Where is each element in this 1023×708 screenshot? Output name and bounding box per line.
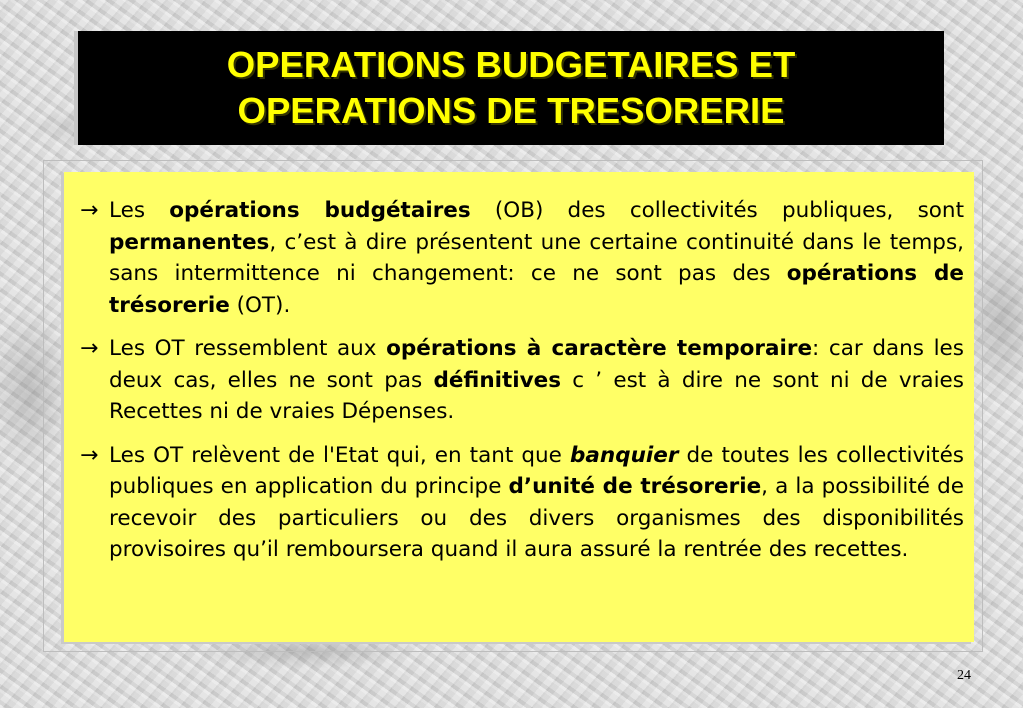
bold-italic-segment: banquier — [569, 442, 679, 468]
bullet-paragraph — [74, 333, 964, 428]
text-segment: de toutes les collectivités publiques en application du principe — [109, 442, 964, 499]
bold-segment: d’unité de trésorerie — [508, 474, 762, 499]
text-segment: : car dans les deux cas, elles ne sont pas — [109, 336, 964, 393]
title-banner — [78, 31, 944, 145]
text-segment: (OB) des collectivités publiques, sont — [470, 198, 964, 223]
slide-title — [227, 42, 796, 134]
text-segment: Les — [109, 198, 170, 223]
text-segment: , a la possibilité de recevoir des particuliers ou des divers organismes des disponibilités provisoires qu’il remboursera quand il aura assuré la rentrée des recettes. — [109, 474, 964, 562]
title-line-1: OPERATIONS BUDGETAIRES ET — [226, 44, 796, 85]
bullet-paragraph — [74, 440, 964, 566]
bold-segment: permanentes — [109, 229, 270, 255]
paragraph-text — [109, 336, 964, 424]
paragraph-text — [109, 443, 964, 563]
title-line-2: OPERATIONS DE TRESORERIE — [237, 90, 785, 131]
bold-segment: opérations de trésorerie — [109, 261, 964, 318]
page-number: 24 — [957, 668, 971, 683]
arrow-right-icon: → — [80, 336, 99, 361]
paragraph-text — [109, 198, 964, 318]
bold-segment: opérations budgétaires — [169, 198, 471, 223]
text-segment: (OT). — [229, 292, 291, 318]
arrow-right-icon: → — [80, 198, 99, 223]
content-box — [64, 172, 974, 642]
arrow-right-icon: → — [80, 442, 99, 468]
bullet-paragraph — [74, 195, 964, 321]
text-segment: c ’ est à dire ne sont ni de vraies Recettes ni de vraies Dépenses. — [109, 367, 964, 424]
text-segment: Les OT relèvent de l'Etat qui, en tant que — [109, 442, 570, 468]
text-segment: Les OT ressemblent aux — [109, 336, 387, 361]
text-segment: , c’est à dire présentent une certaine continuité dans le temps, sans intermittence ni changement: ce ne sont pas des — [109, 229, 964, 286]
bold-segment: opérations à caractère temporaire — [386, 336, 813, 361]
bold-segment: définitives — [433, 367, 562, 393]
